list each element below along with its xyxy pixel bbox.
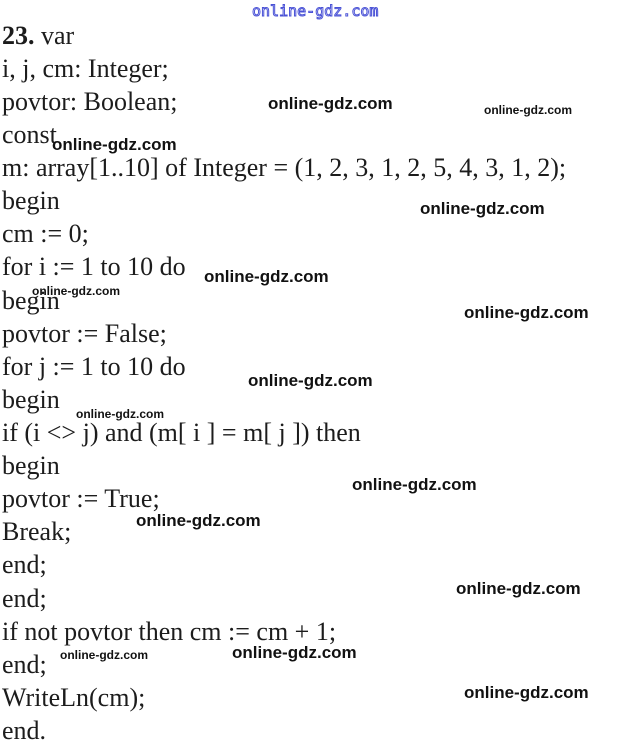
watermark: online-gdz.com [204, 267, 329, 286]
code-line: end; [2, 650, 47, 679]
watermark: online-gdz.com [52, 135, 177, 154]
watermark: online-gdz.com [464, 683, 589, 702]
code-line: WriteLn(cm); [2, 683, 146, 712]
code-keyword-var: var [34, 21, 75, 50]
code-line: end; [2, 550, 47, 579]
code-line: povtor: Boolean; [2, 87, 178, 116]
watermark: online-gdz.com [484, 103, 572, 117]
watermark: online-gdz.com [420, 199, 545, 218]
code-line: begin [2, 451, 60, 480]
code-line: for i := 1 to 10 do [2, 252, 186, 281]
code-line: if not povtor then cm := cm + 1; [2, 617, 337, 646]
code-line: begin [2, 186, 60, 215]
watermark: online-gdz.com [60, 648, 148, 662]
watermark: online-gdz.com [248, 371, 373, 390]
code-line: const [2, 120, 57, 149]
watermark: online-gdz.com [136, 511, 261, 530]
code-line: begin [2, 385, 60, 414]
code-line: end. [2, 716, 47, 745]
code-line: if (i <> j) and (m[ i ] = m[ j ]) then [2, 418, 361, 447]
watermark: online-gdz.com [352, 475, 477, 494]
code-line: m: array[1..10] of Integer = (1, 2, 3, 1, 2, 5, 4, 3, 1, 2); [2, 153, 567, 182]
code-line: i, j, cm: Integer; [2, 54, 169, 83]
code-line: end; [2, 584, 47, 613]
watermark: online-gdz.com [456, 579, 581, 598]
header-watermark: online-gdz.com [252, 2, 379, 20]
code-line: cm := 0; [2, 219, 89, 248]
task-number: 23. [2, 21, 35, 50]
watermark: online-gdz.com [232, 643, 357, 662]
watermark: online-gdz.com [268, 94, 393, 113]
watermark: online-gdz.com [32, 284, 120, 298]
watermark: online-gdz.com [76, 407, 164, 421]
code-line: povtor := True; [2, 484, 160, 513]
code-line: begin [2, 286, 60, 315]
code-line: for j := 1 to 10 do [2, 352, 186, 381]
watermark: online-gdz.com [464, 303, 589, 322]
code-line: Break; [2, 517, 72, 546]
code-line-header [2, 19, 74, 52]
code-line: povtor := False; [2, 319, 167, 348]
